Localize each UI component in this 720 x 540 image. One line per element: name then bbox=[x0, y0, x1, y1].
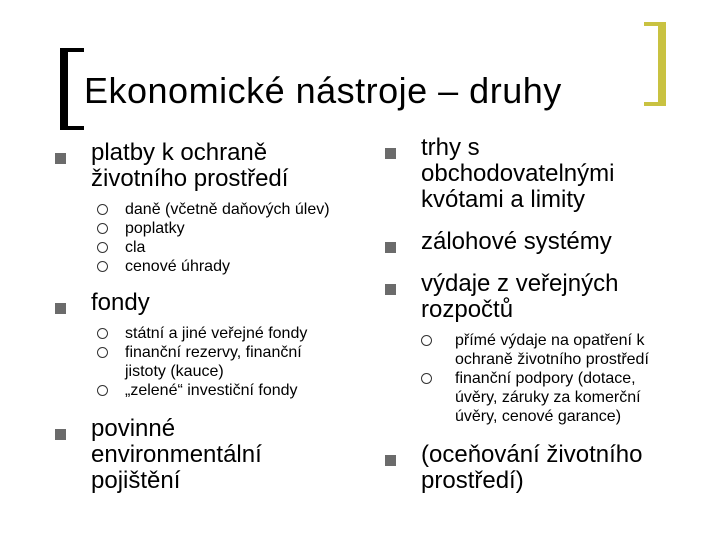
circle-bullet-icon bbox=[97, 204, 108, 215]
sub-item bbox=[55, 343, 375, 381]
bullet-item-trhy bbox=[385, 135, 685, 213]
square-bullet-icon bbox=[55, 153, 66, 164]
bullet-item-pojisteni bbox=[55, 416, 375, 494]
bullet-item-ocenovani bbox=[385, 442, 685, 494]
square-bullet-icon bbox=[55, 429, 66, 440]
circle-bullet-icon bbox=[97, 223, 108, 234]
bullet-item-fondy bbox=[55, 290, 375, 400]
square-bullet-icon bbox=[55, 303, 66, 314]
square-bullet-icon bbox=[385, 455, 396, 466]
circle-bullet-icon bbox=[97, 347, 108, 358]
sublist bbox=[55, 324, 375, 400]
sub-item-label: daně (včetně daňových úlev) bbox=[125, 201, 330, 218]
sub-item bbox=[55, 238, 375, 257]
title-bracket-left bbox=[60, 48, 84, 130]
sub-item-label: cla bbox=[125, 239, 146, 256]
sub-item-label: cenové úhrady bbox=[125, 258, 230, 275]
sub-item-label: „zelené“ investiční fondy bbox=[125, 382, 298, 399]
sub-item bbox=[55, 219, 375, 238]
bullet-item-vydaje bbox=[385, 271, 685, 426]
sub-item bbox=[55, 200, 375, 219]
circle-bullet-icon bbox=[97, 385, 108, 396]
sub-item bbox=[55, 257, 375, 276]
sub-item bbox=[55, 381, 375, 400]
sub-item-label: finanční podpory (dotace, úvěry, záruky za komerční úvěry, cenové garance) bbox=[455, 370, 641, 425]
bullet-label: povinné environmentální pojištění bbox=[91, 415, 262, 494]
right-column bbox=[385, 135, 685, 494]
bullet-label: výdaje z veřejných rozpočtů bbox=[421, 270, 619, 323]
sub-item-label: státní a jiné veřejné fondy bbox=[125, 325, 308, 342]
bullet-label: platby k ochraně životního prostředí bbox=[91, 139, 289, 192]
bullet-item-platby bbox=[55, 140, 375, 276]
circle-bullet-icon bbox=[421, 335, 432, 346]
sublist bbox=[385, 331, 685, 426]
circle-bullet-icon bbox=[97, 261, 108, 272]
sub-item bbox=[385, 331, 685, 369]
sub-item-label: poplatky bbox=[125, 220, 185, 237]
sub-item bbox=[55, 324, 375, 343]
square-bullet-icon bbox=[385, 284, 396, 295]
bullet-label: trhy s obchodovatelnými kvótami a limity bbox=[421, 134, 615, 213]
bullet-label: fondy bbox=[91, 289, 150, 316]
left-column bbox=[55, 140, 375, 494]
sublist bbox=[55, 200, 375, 276]
title-bracket-right bbox=[644, 22, 666, 106]
bullet-label: zálohové systémy bbox=[421, 228, 612, 255]
circle-bullet-icon bbox=[97, 242, 108, 253]
circle-bullet-icon bbox=[97, 328, 108, 339]
sub-item-label: finanční rezervy, finanční jistoty (kauce) bbox=[125, 344, 302, 380]
bullet-item-zalohove bbox=[385, 229, 685, 255]
sub-item bbox=[385, 369, 685, 426]
slide-title: Ekonomické nástroje – druhy bbox=[84, 70, 562, 111]
bullet-label: (oceňování životního prostředí) bbox=[421, 441, 643, 494]
square-bullet-icon bbox=[385, 148, 396, 159]
sub-item-label: přímé výdaje na opatření k ochraně životního prostředí bbox=[455, 332, 649, 368]
circle-bullet-icon bbox=[421, 373, 432, 384]
square-bullet-icon bbox=[385, 242, 396, 253]
